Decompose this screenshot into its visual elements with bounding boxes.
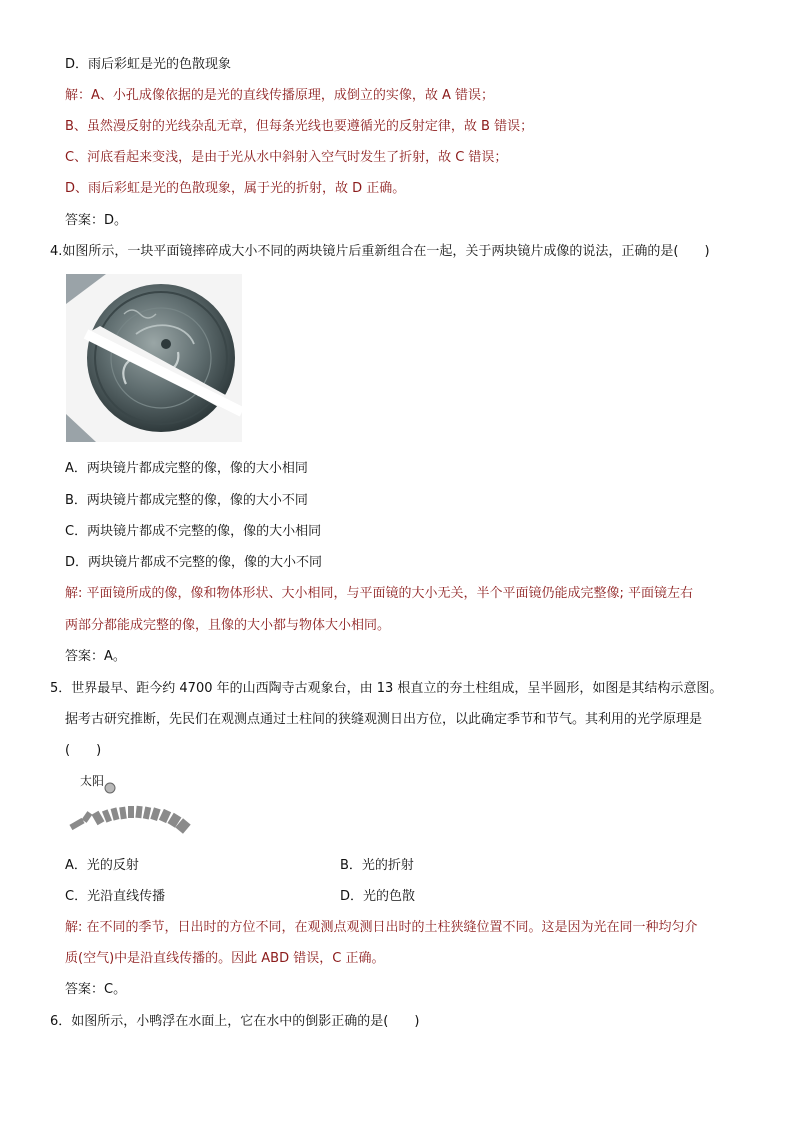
q3-solution-line-1: 解：A、小孔成像依据的是光的直线传播原理，成倒立的实像，故 A 错误； — [65, 88, 495, 103]
observatory-diagram — [64, 766, 204, 846]
q5-stem-line-3: ( ) — [65, 743, 102, 758]
q3-option-d: D．雨后彩虹是光的色散现象 — [65, 57, 232, 72]
q5-solution-line-1: 解: 在不同的季节，日出时的方位不同，在观测点观测日出时的土柱狭缝位置不同。这是因为光在同一种均匀介 — [65, 920, 698, 935]
q5-solution-line-2: 质(空气)中是沿直线传播的。因此 ABD 错误，C 正确。 — [65, 951, 385, 966]
broken-mirror-image — [66, 274, 242, 442]
q5-stem-line-2: 据考古研究推断，先民们在观测点通过土柱间的狭缝观测日出方位，以此确定季节和节气。其利用的光学原理是 — [65, 712, 703, 727]
q3-solution-line-3: C、河底看起来变浅，是由于光从水中斜射入空气时发生了折射，故 C 错误； — [65, 150, 508, 165]
q5-answer: 答案：C。 — [65, 982, 127, 997]
q5-option-a: A．光的反射 — [65, 858, 139, 873]
q3-solution-line-2: B、虽然漫反射的光线杂乱无章，但每条光线也要遵循光的反射定律，故 B 错误； — [65, 119, 534, 134]
q4-option-a: A．两块镜片都成完整的像，像的大小相同 — [65, 461, 308, 476]
q4-solution-line-2: 两部分都能成完整的像，且像的大小都与物体大小相同。 — [65, 618, 391, 633]
sun-icon — [105, 783, 115, 793]
q4-stem: 4.如图所示，一块平面镜摔碎成大小不同的两块镜片后重新组合在一起，关于两块镜片成像的说法，正确的是( ) — [50, 244, 710, 259]
q4-solution-line-1: 解: 平面镜所成的像，像和物体形状、大小相同，与平面镜的大小无关，半个平面镜仍能成完整像; 平面镜左右 — [65, 586, 694, 601]
q4-option-b: B．两块镜片都成完整的像，像的大小不同 — [65, 493, 308, 508]
q4-option-c: C．两块镜片都成不完整的像，像的大小相同 — [65, 524, 322, 539]
q5-stem-line-1: 5．世界最早、距今约 4700 年的山西陶寺古观象台，由 13 根直立的夯土柱组成，呈半圆形，如图是其结构示意图。 — [50, 681, 723, 696]
q3-solution-line-4: D、雨后彩虹是光的色散现象，属于光的折射，故 D 正确。 — [65, 181, 406, 196]
q4-option-d: D．两块镜片都成不完整的像，像的大小不同 — [65, 555, 323, 570]
q3-answer: 答案：D。 — [65, 213, 128, 228]
q5-option-c: C．光沿直线传播 — [65, 889, 166, 904]
sun-label: 太阳 — [80, 774, 105, 788]
q4-answer: 答案：A。 — [65, 649, 126, 664]
q5-option-d: D．光的色散 — [340, 889, 416, 904]
q5-option-b: B．光的折射 — [340, 858, 414, 873]
q6-stem: 6．如图所示，小鸭浮在水面上，它在水中的倒影正确的是( ) — [50, 1014, 420, 1029]
